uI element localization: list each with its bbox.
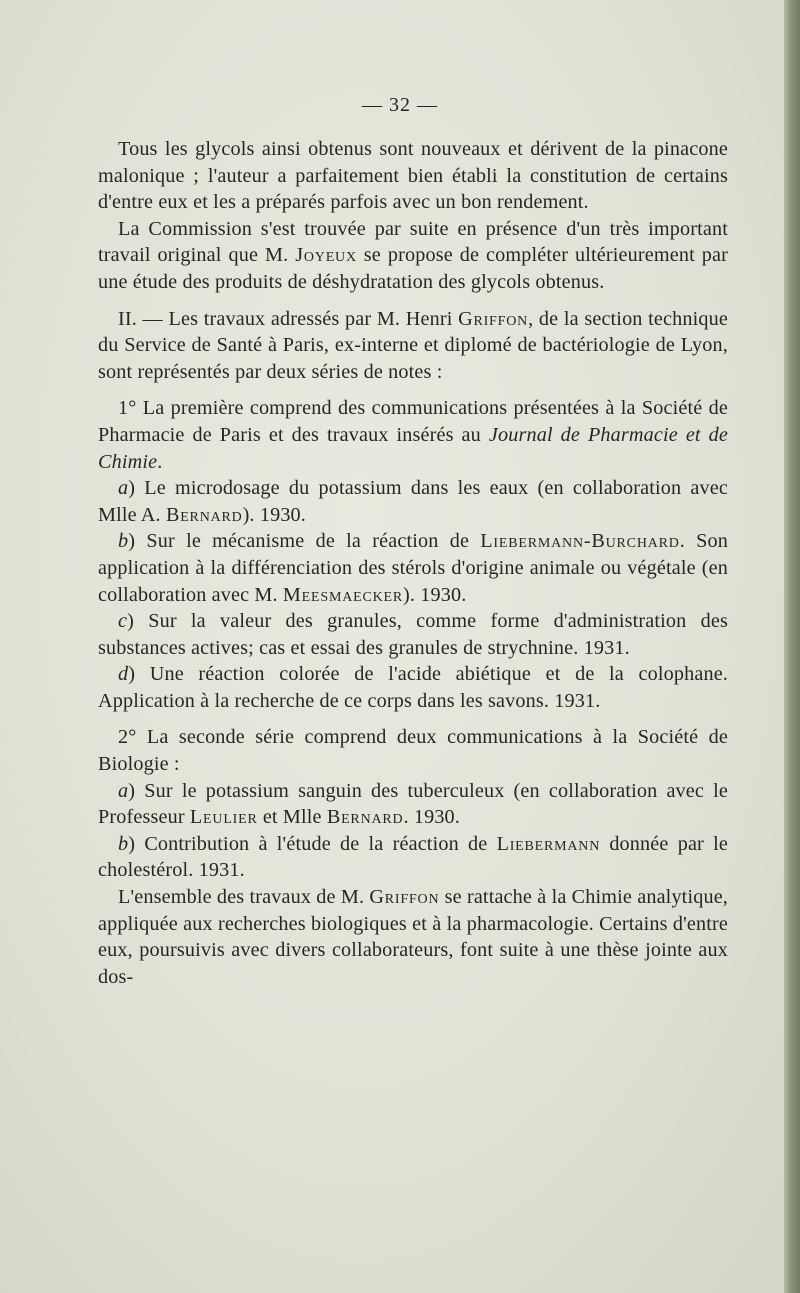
- page-number: — 32 —: [362, 94, 438, 116]
- paragraph: [98, 475, 728, 528]
- text-run: ) Le microdosage du potassium dans les eaux (en collaboration avec Mlle A.: [98, 477, 728, 526]
- author-name: Bernard: [165, 503, 243, 526]
- paragraph: [98, 306, 728, 386]
- text-run: se rattache à la Chimie analytique, appliquée aux recherches biologiques et à la pharmacologie. Certains d'entre eux, poursuivis avec divers collaborateurs, font suite à une thèse jointe aux dos-: [98, 886, 728, 988]
- paragraph: [98, 661, 728, 714]
- paragraph: [98, 395, 728, 475]
- text-run: .: [157, 450, 163, 473]
- author-name: Bernard: [326, 806, 404, 829]
- italic-text: c: [118, 610, 128, 633]
- text-run: ) Sur le mécanisme de la réaction de: [128, 530, 481, 553]
- author-name: Griffon: [369, 886, 440, 909]
- text-run: ) Sur le potassium sanguin des tuberculeux (en collaboration avec le Professeur: [98, 779, 728, 829]
- text-run: se propose de compléter ultérieurement par une étude des produits de déshydratation des glycols obtenus.: [98, 244, 728, 293]
- italic-text: a: [118, 779, 129, 802]
- body-text: [98, 136, 728, 990]
- italic-text: b: [118, 530, 129, 553]
- text-run: et Mlle: [257, 806, 327, 829]
- author-name: Liebermann-Burchard: [480, 530, 680, 553]
- italic-text: d: [118, 663, 129, 686]
- text-run: Tous les glycols ainsi obtenus sont nouveaux et dérivent de la pinacone malonique ; l'auteur a parfaitement bien établi la constitution de certains d'entre eux et les a préparés parfois avec un bon rendement.: [98, 138, 728, 214]
- text-run: ). 1930.: [403, 583, 467, 606]
- paragraph: [98, 136, 728, 216]
- text-run: . Son application à la différenciation des stérols d'origine animale ou végétale (en collaboration avec M.: [98, 530, 728, 606]
- paragraph: [98, 884, 728, 990]
- author-name: Meesmaecker: [282, 583, 404, 606]
- paragraph: [98, 831, 728, 884]
- text-run: L'ensemble des travaux de M.: [118, 886, 370, 909]
- page-edge: [784, 0, 800, 1293]
- text-run: ) Une réaction colorée de l'acide abiétique et de la colophane. Application à la recherche de ce corps dans les savons. 1931.: [98, 663, 728, 712]
- author-name: Leulier: [189, 806, 258, 829]
- text-run: 1° La première comprend des communications présentées à la Société de Pharmacie de Paris et des travaux insérés au: [98, 397, 728, 446]
- text-run: ) Contribution à l'étude de la réaction de: [128, 832, 497, 855]
- text-run: II. — Les travaux adressés par M. Henri: [118, 307, 459, 330]
- text-run: ). 1930.: [242, 503, 307, 526]
- italic-text: a: [118, 477, 129, 500]
- text-run: ) Sur la valeur des granules, comme forme d'administration des substances actives; cas et essai des granules de strychnine. 1931.: [98, 610, 728, 659]
- author-name: Liebermann: [496, 832, 601, 855]
- paragraph: [98, 724, 728, 777]
- paragraph: [98, 778, 728, 831]
- author-name: Griffon: [458, 307, 529, 330]
- paragraph: [98, 528, 728, 608]
- text-run: 2° La seconde série comprend deux communications à la Société de Biologie :: [98, 726, 728, 776]
- text-run: , de la section technique du Service de Santé à Paris, ex-interne et diplomé de bactériologie de Lyon, sont représentés par deux séries de notes :: [98, 307, 728, 383]
- text-run: La Commission s'est trouvée par suite en présence d'un très important travail original que M.: [98, 217, 728, 267]
- italic-text: Journal de Pharmacie et de Chimie: [98, 423, 728, 473]
- paragraph: [98, 608, 728, 661]
- text-run: . 1930.: [403, 806, 461, 829]
- text-run: donnée par le cholestérol. 1931.: [98, 832, 728, 882]
- paragraph: [98, 216, 728, 296]
- author-name: Joyeux: [295, 244, 357, 267]
- italic-text: b: [118, 832, 129, 855]
